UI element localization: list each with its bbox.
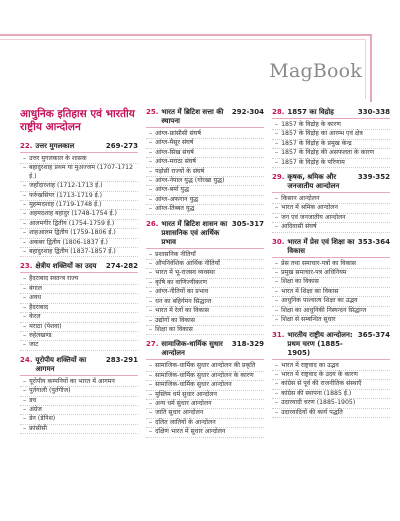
chapter-heading[interactable]: [272, 108, 390, 119]
chapter-entry: [146, 108, 264, 215]
chapter-pages: 283-291: [105, 355, 138, 364]
topic-item[interactable]: [146, 139, 264, 148]
chapter-heading[interactable]: [146, 340, 264, 360]
topic-item[interactable]: [146, 428, 264, 437]
topic-label: पुर्तगाली (पुर्तगीज): [29, 387, 71, 395]
dash-bullet-icon: –: [275, 259, 279, 267]
topic-label: प्रशासनिक नीतियाँ: [155, 250, 196, 258]
chapter-title: सामाजिक-धार्मिक सुधार आन्दोलन: [161, 340, 223, 358]
topic-item[interactable]: [146, 298, 264, 307]
topic-label: बहादुरशाह द्वितीय (1837-1857 ई.): [29, 248, 116, 256]
chapter-entry: [272, 173, 390, 233]
dash-bullet-icon: –: [149, 316, 153, 324]
topic-item[interactable]: [20, 323, 138, 332]
dash-bullet-icon: –: [149, 399, 153, 407]
dash-bullet-icon: –: [149, 130, 153, 137]
topic-label: मुहम्मदशाह (1719-1748 ई.): [29, 201, 102, 209]
topic-label: बंगाल: [29, 284, 42, 292]
topic-item[interactable]: [272, 307, 390, 316]
topic-item[interactable]: [272, 214, 390, 223]
topic-label: शिक्षा का आधुनिकी निस्यन्दन सिद्धान्त: [281, 306, 367, 314]
dash-bullet-icon: –: [275, 316, 279, 324]
topic-item[interactable]: [146, 269, 264, 278]
dash-bullet-icon: –: [149, 167, 153, 175]
dash-bullet-icon: –: [23, 284, 27, 292]
chapter-heading[interactable]: [272, 238, 390, 258]
topic-item[interactable]: [146, 391, 264, 400]
topic-item[interactable]: [146, 372, 264, 381]
dash-bullet-icon: –: [23, 182, 27, 190]
topic-label: धन का बहिर्गमन सिद्धान्त: [155, 297, 212, 305]
dash-bullet-icon: –: [23, 191, 27, 199]
topic-item[interactable]: [146, 130, 264, 139]
topic-label: आंग्ल-मराठा संघर्ष: [155, 158, 196, 166]
chapter-heading[interactable]: [146, 108, 264, 128]
dash-bullet-icon: –: [149, 288, 153, 296]
chapter-entry: [272, 238, 390, 326]
topic-label: फ्रांसीसी: [29, 424, 48, 432]
topic-label: मराठा (पेशवा): [29, 322, 62, 330]
topic-label: जाति सुधार आन्दोलन: [155, 409, 204, 417]
topic-item[interactable]: [20, 155, 138, 164]
dash-bullet-icon: –: [149, 260, 153, 268]
dash-bullet-icon: –: [149, 428, 153, 436]
dash-bullet-icon: –: [275, 149, 279, 157]
topic-label: आधुनिक पाश्चात्य शिक्षा का उद्भव: [281, 297, 358, 305]
dash-bullet-icon: –: [275, 130, 279, 138]
dash-bullet-icon: –: [149, 148, 153, 156]
dash-bullet-icon: –: [149, 371, 153, 379]
chapter-number: 30.: [272, 237, 285, 246]
topic-item[interactable]: [20, 304, 138, 313]
chapter-title: 1857 का विद्रोह: [287, 108, 334, 116]
topic-item[interactable]: [20, 248, 138, 257]
topic-item[interactable]: [146, 279, 264, 288]
dash-bullet-icon: –: [275, 121, 279, 128]
topic-item[interactable]: [272, 390, 390, 399]
dash-bullet-icon: –: [23, 229, 27, 237]
chapter-pages: 330-338: [357, 108, 390, 116]
dash-bullet-icon: –: [23, 219, 27, 227]
topic-label: 1857 के विद्रोह के प्रमुख केन्द्र: [281, 139, 352, 147]
topic-label: फर्रुखसियर (1713-1719 ई.): [29, 191, 103, 199]
chapter-entry: [20, 356, 138, 434]
dash-bullet-icon: –: [23, 322, 27, 330]
topic-label: 1857 के विद्रोह की असफलता के कारण: [281, 149, 375, 157]
dash-bullet-icon: –: [23, 164, 27, 172]
topic-label: भारत में शिक्षा का विकास: [281, 287, 339, 295]
dash-bullet-icon: –: [275, 389, 279, 397]
dash-bullet-icon: –: [275, 223, 279, 231]
chapter-number: 27.: [146, 340, 159, 349]
topic-label: जाट: [29, 341, 39, 349]
topic-item[interactable]: [272, 399, 390, 408]
chapter-heading[interactable]: [20, 142, 138, 153]
dash-bullet-icon: –: [275, 408, 279, 416]
topic-item[interactable]: [20, 229, 138, 238]
topic-label: मुस्लिम धर्म सुधार आन्दोलन: [155, 390, 217, 398]
dash-bullet-icon: –: [149, 186, 153, 194]
topic-item[interactable]: [20, 210, 138, 219]
topic-label: आलमगीर द्वितीय (1754-1759 ई.): [29, 219, 115, 227]
topic-label: अकबर द्वितीय (1806-1837 ई.): [29, 238, 108, 246]
topic-item[interactable]: [272, 140, 390, 149]
dash-bullet-icon: –: [149, 325, 153, 333]
topic-item[interactable]: [146, 168, 264, 177]
topic-label: भारत में भू-राजस्व व्यवस्था: [155, 269, 215, 277]
topic-label: औपनिवेशिक आर्थिक नीतियाँ: [155, 260, 220, 268]
chapter-number: 26.: [146, 219, 159, 228]
topic-item[interactable]: [20, 397, 138, 406]
topic-item[interactable]: [146, 158, 264, 167]
topic-item[interactable]: [146, 362, 264, 371]
topic-label: भारत में श्रमिक आन्दोलन: [281, 204, 338, 212]
chapter-entry: [272, 331, 390, 418]
topic-item[interactable]: [20, 294, 138, 303]
topic-label: सामाजिक-धार्मिक सुधार आन्दोलन के कारण: [155, 371, 254, 379]
topic-label: डेन (डेनिश): [29, 415, 56, 423]
dash-bullet-icon: –: [275, 269, 279, 277]
topic-item[interactable]: [146, 326, 264, 335]
dash-bullet-icon: –: [149, 250, 153, 258]
topic-item[interactable]: [20, 415, 138, 424]
topic-label: दलित जातियों के आन्दोलन: [155, 418, 216, 426]
chapter-pages: 353-364: [357, 237, 390, 246]
topic-item[interactable]: [20, 192, 138, 201]
chapter-pages: 292-304: [231, 108, 264, 116]
topic-item[interactable]: [20, 220, 138, 229]
chapter-number: 29.: [272, 173, 285, 182]
dash-bullet-icon: –: [275, 158, 279, 166]
dash-bullet-icon: –: [275, 306, 279, 314]
dash-bullet-icon: –: [149, 278, 153, 286]
topic-label: आंग्ल-नीतियों का प्रभाव: [155, 288, 209, 296]
topic-item[interactable]: [146, 317, 264, 326]
dash-bullet-icon: –: [23, 377, 27, 385]
dash-bullet-icon: –: [23, 248, 27, 256]
chapter-entry: [20, 142, 138, 257]
chapter-number: 23.: [20, 262, 33, 271]
contents-column-2: [146, 108, 264, 443]
topic-label: प्रेस तथा समाचार-पत्रों का विकास: [281, 259, 356, 267]
dash-bullet-icon: –: [149, 418, 153, 426]
topic-label: शिक्षा का विकास: [281, 278, 319, 286]
topic-item[interactable]: [272, 130, 390, 139]
dash-bullet-icon: –: [149, 205, 153, 213]
topic-label: शाहआलम द्वितीय (1759-1806 ई.): [29, 229, 116, 237]
dash-bullet-icon: –: [275, 297, 279, 305]
chapter-entry: [20, 262, 138, 350]
topic-label: आंग्ल-बर्मा युद्ध: [155, 186, 189, 194]
dash-bullet-icon: –: [149, 158, 153, 166]
dash-bullet-icon: –: [149, 297, 153, 305]
topic-item[interactable]: [20, 378, 138, 387]
topic-item[interactable]: [272, 223, 390, 232]
dash-bullet-icon: –: [23, 238, 27, 246]
topic-item[interactable]: [272, 316, 390, 325]
dash-bullet-icon: –: [275, 370, 279, 378]
topic-label: उत्तर मुगलकाल के शासक: [29, 155, 87, 162]
dash-bullet-icon: –: [23, 424, 27, 432]
dash-bullet-icon: –: [149, 139, 153, 147]
topic-item[interactable]: [20, 164, 138, 182]
dash-bullet-icon: –: [23, 275, 27, 283]
topic-item[interactable]: [272, 149, 390, 158]
chapter-heading[interactable]: [146, 220, 264, 249]
chapter-pages: 318-329: [231, 340, 264, 349]
dash-bullet-icon: –: [23, 294, 27, 302]
topic-item[interactable]: [272, 362, 390, 371]
topic-item[interactable]: [146, 307, 264, 316]
dash-bullet-icon: –: [23, 331, 27, 339]
chapter-number: 25.: [146, 108, 159, 116]
dash-bullet-icon: –: [23, 201, 27, 209]
topic-item[interactable]: [146, 205, 264, 214]
topic-label: आदिवासी संघर्ष: [281, 223, 317, 231]
dash-bullet-icon: –: [149, 195, 153, 203]
chapter-pages: 305-317: [231, 219, 264, 228]
topic-label: उदारवादियों की कार्य पद्धति: [281, 408, 343, 416]
topic-item[interactable]: [20, 182, 138, 191]
topic-label: जन एवं जनजातीय आन्दोलन: [281, 213, 346, 221]
topic-label: भारत में राष्ट्रवाद के उदय के कारण: [281, 370, 358, 378]
chapter-pages: 339-352: [357, 173, 390, 182]
chapter-number: 28.: [272, 108, 285, 116]
chapter-title: भारत में प्रेस एवं शिक्षा का विकास: [287, 237, 355, 255]
book-title: आधुनिक इतिहास एवं भारतीय राष्ट्रीय आन्दोलन: [20, 108, 135, 133]
chapter-heading[interactable]: [272, 331, 390, 360]
topic-item[interactable]: [20, 239, 138, 248]
topic-label: अंग्रेज: [29, 405, 42, 413]
chapter-number: 24.: [20, 355, 33, 364]
topic-item[interactable]: [146, 400, 264, 409]
topic-label: सामाजिक-धार्मिक सुधार आन्दोलन की प्रकृति: [155, 362, 256, 370]
topic-label: भारत में रेलों का विकास: [155, 307, 209, 315]
chapter-title: भारत में ब्रिटिश शासन का प्रशासनिक एवं आर्थिक प्रभाव: [161, 219, 228, 246]
topic-item[interactable]: [272, 288, 390, 297]
dash-bullet-icon: –: [149, 307, 153, 315]
dash-bullet-icon: –: [275, 287, 279, 295]
topic-label: प्रमुख समाचार-पत्र अधिनियम: [281, 269, 347, 277]
topic-label: आंग्ल-तिब्बत युद्ध: [155, 205, 195, 213]
chapter-title: यूरोपीय शक्तियों का आगमन: [35, 355, 87, 373]
topic-label: आंग्ल-नेपाल युद्ध (गोरखा युद्ध): [155, 177, 225, 185]
topic-item[interactable]: [146, 419, 264, 428]
topic-label: हैदराबाद स्वतन्त्र राज्य: [29, 275, 79, 283]
topic-label: अहमदशाह बहादुर (1748-1754 ई.): [29, 210, 117, 218]
dash-bullet-icon: –: [23, 415, 27, 423]
topic-item[interactable]: [146, 288, 264, 297]
topic-label: उद्योगों का विकास: [155, 316, 195, 324]
dash-bullet-icon: –: [23, 405, 27, 413]
topic-label: आंग्ल-मैसूर संघर्ष: [155, 139, 194, 147]
topic-label: 1857 के विद्रोह का आरम्भ एवं क्षेत्र: [281, 130, 363, 138]
dash-bullet-icon: –: [275, 380, 279, 388]
topic-item[interactable]: [20, 313, 138, 322]
topic-label: 1857 के विद्रोह के कारण: [281, 121, 341, 128]
dash-bullet-icon: –: [23, 387, 27, 395]
chapter-entry: [146, 340, 264, 437]
dash-bullet-icon: –: [23, 303, 27, 311]
topic-item[interactable]: [272, 380, 390, 389]
dash-bullet-icon: –: [23, 313, 27, 321]
topic-item[interactable]: [20, 341, 138, 350]
contents-column-3: [272, 108, 390, 423]
dash-bullet-icon: –: [275, 213, 279, 221]
chapter-heading[interactable]: [272, 173, 390, 193]
chapter-heading[interactable]: [20, 356, 138, 376]
topic-item[interactable]: [146, 149, 264, 158]
topic-label: आंग्ल-अफगान युद्ध: [155, 195, 199, 203]
dash-bullet-icon: –: [23, 210, 27, 218]
topic-label: हैदराबाद: [29, 303, 49, 311]
topic-item[interactable]: [20, 275, 138, 284]
chapter-heading[interactable]: [20, 262, 138, 273]
topic-item[interactable]: [20, 285, 138, 294]
dash-bullet-icon: –: [275, 139, 279, 147]
chapter-pages: 269-273: [105, 142, 138, 150]
topic-label: अन्य धर्म सुधार आन्दोलन: [155, 399, 212, 407]
topic-label: डच: [29, 396, 37, 404]
topic-label: कांग्रेस से पूर्व की राजनीतिक संस्थाएँ: [281, 380, 362, 388]
topic-label: रुहेलखण्ड: [29, 331, 52, 339]
topic-label: आंग्ल-सिख संघर्ष: [155, 148, 194, 156]
topic-label: सामाजिक-धार्मिक सुधार आन्दोलन: [155, 381, 232, 389]
dash-bullet-icon: –: [23, 396, 27, 404]
topic-label: पड़ोसी राज्यों के संघर्ष: [155, 167, 205, 175]
dash-bullet-icon: –: [149, 177, 153, 185]
brand-logo: MagBook: [269, 60, 362, 82]
dash-bullet-icon: –: [149, 381, 153, 389]
chapter-title: क्षेत्रीय शक्तियों का उदय: [35, 262, 97, 271]
topic-item[interactable]: [272, 159, 390, 168]
topic-item[interactable]: [146, 251, 264, 260]
topic-label: दक्षिण भारत में सुधार आन्दोलन: [155, 428, 226, 436]
topic-item[interactable]: [20, 332, 138, 341]
topic-label: शिक्षा से सम्बन्धित सुधार: [281, 316, 336, 324]
topic-item[interactable]: [272, 204, 390, 213]
topic-item[interactable]: [272, 409, 390, 418]
chapter-title: भारत में ब्रिटिश सत्ता की स्थापना: [161, 108, 224, 125]
chapter-number: 31.: [272, 330, 285, 339]
dash-bullet-icon: –: [149, 269, 153, 277]
topic-item[interactable]: [146, 196, 264, 205]
topic-item[interactable]: [20, 425, 138, 434]
topic-label: उदारवादी चरण (1885-1905): [281, 399, 356, 407]
topic-label: जहाँदारशाह (1712-1713 ई.): [29, 182, 103, 190]
chapter-title: उत्तर मुगलकाल: [35, 142, 75, 150]
chapter-title: कृषक, श्रमिक और जनजातीय आन्दोलन: [287, 173, 340, 191]
topic-label: बहादुरशाह प्रथम या मुअज्जम (1707-1712 ई.): [29, 164, 134, 180]
topic-item[interactable]: [20, 406, 138, 415]
dash-bullet-icon: –: [23, 341, 27, 349]
dash-bullet-icon: –: [149, 362, 153, 370]
dash-bullet-icon: –: [275, 204, 279, 212]
topic-label: शिक्षा का विकास: [155, 325, 193, 333]
contents-column-1: [20, 108, 138, 439]
topic-label: यूरोपीय कम्पनियों का भारत में आगमन: [29, 377, 115, 385]
topic-item[interactable]: [146, 409, 264, 418]
topic-label: किसान आन्दोलन: [281, 195, 320, 203]
chapter-entry: [146, 220, 264, 336]
chapter-number: 22.: [20, 142, 33, 150]
topic-label: आंग्ल-फ्रांसीसी संघर्ष: [155, 130, 201, 137]
dash-bullet-icon: –: [23, 155, 27, 162]
topic-item[interactable]: [272, 297, 390, 306]
topic-item[interactable]: [272, 121, 390, 130]
topic-item[interactable]: [272, 371, 390, 380]
topic-label: भारत में राष्ट्रवाद का उद्भव: [281, 361, 339, 369]
topic-label: केरल: [29, 313, 41, 321]
topic-label: कांग्रेस की स्थापना (1885 ई.): [281, 389, 352, 397]
topic-item[interactable]: [20, 387, 138, 396]
dash-bullet-icon: –: [275, 195, 279, 203]
topic-item[interactable]: [272, 260, 390, 269]
chapter-entry: [272, 108, 390, 168]
topic-item[interactable]: [146, 381, 264, 390]
chapter-title: भारतीय राष्ट्रीय आन्दोलन: प्रथम चरण (1885-1905): [287, 330, 353, 357]
dash-bullet-icon: –: [149, 409, 153, 417]
dash-bullet-icon: –: [275, 399, 279, 407]
topic-label: कृषि का वाणिज्यीकरण: [155, 278, 207, 286]
dash-bullet-icon: –: [275, 278, 279, 286]
topic-label: अवध: [29, 294, 42, 302]
topic-item[interactable]: [272, 278, 390, 287]
topic-item[interactable]: [146, 186, 264, 195]
dash-bullet-icon: –: [275, 361, 279, 369]
chapter-pages: 365-374: [357, 330, 390, 339]
chapter-pages: 274-282: [105, 262, 138, 271]
topic-label: 1857 के विद्रोह के परिणाम: [281, 158, 345, 166]
dash-bullet-icon: –: [149, 390, 153, 398]
